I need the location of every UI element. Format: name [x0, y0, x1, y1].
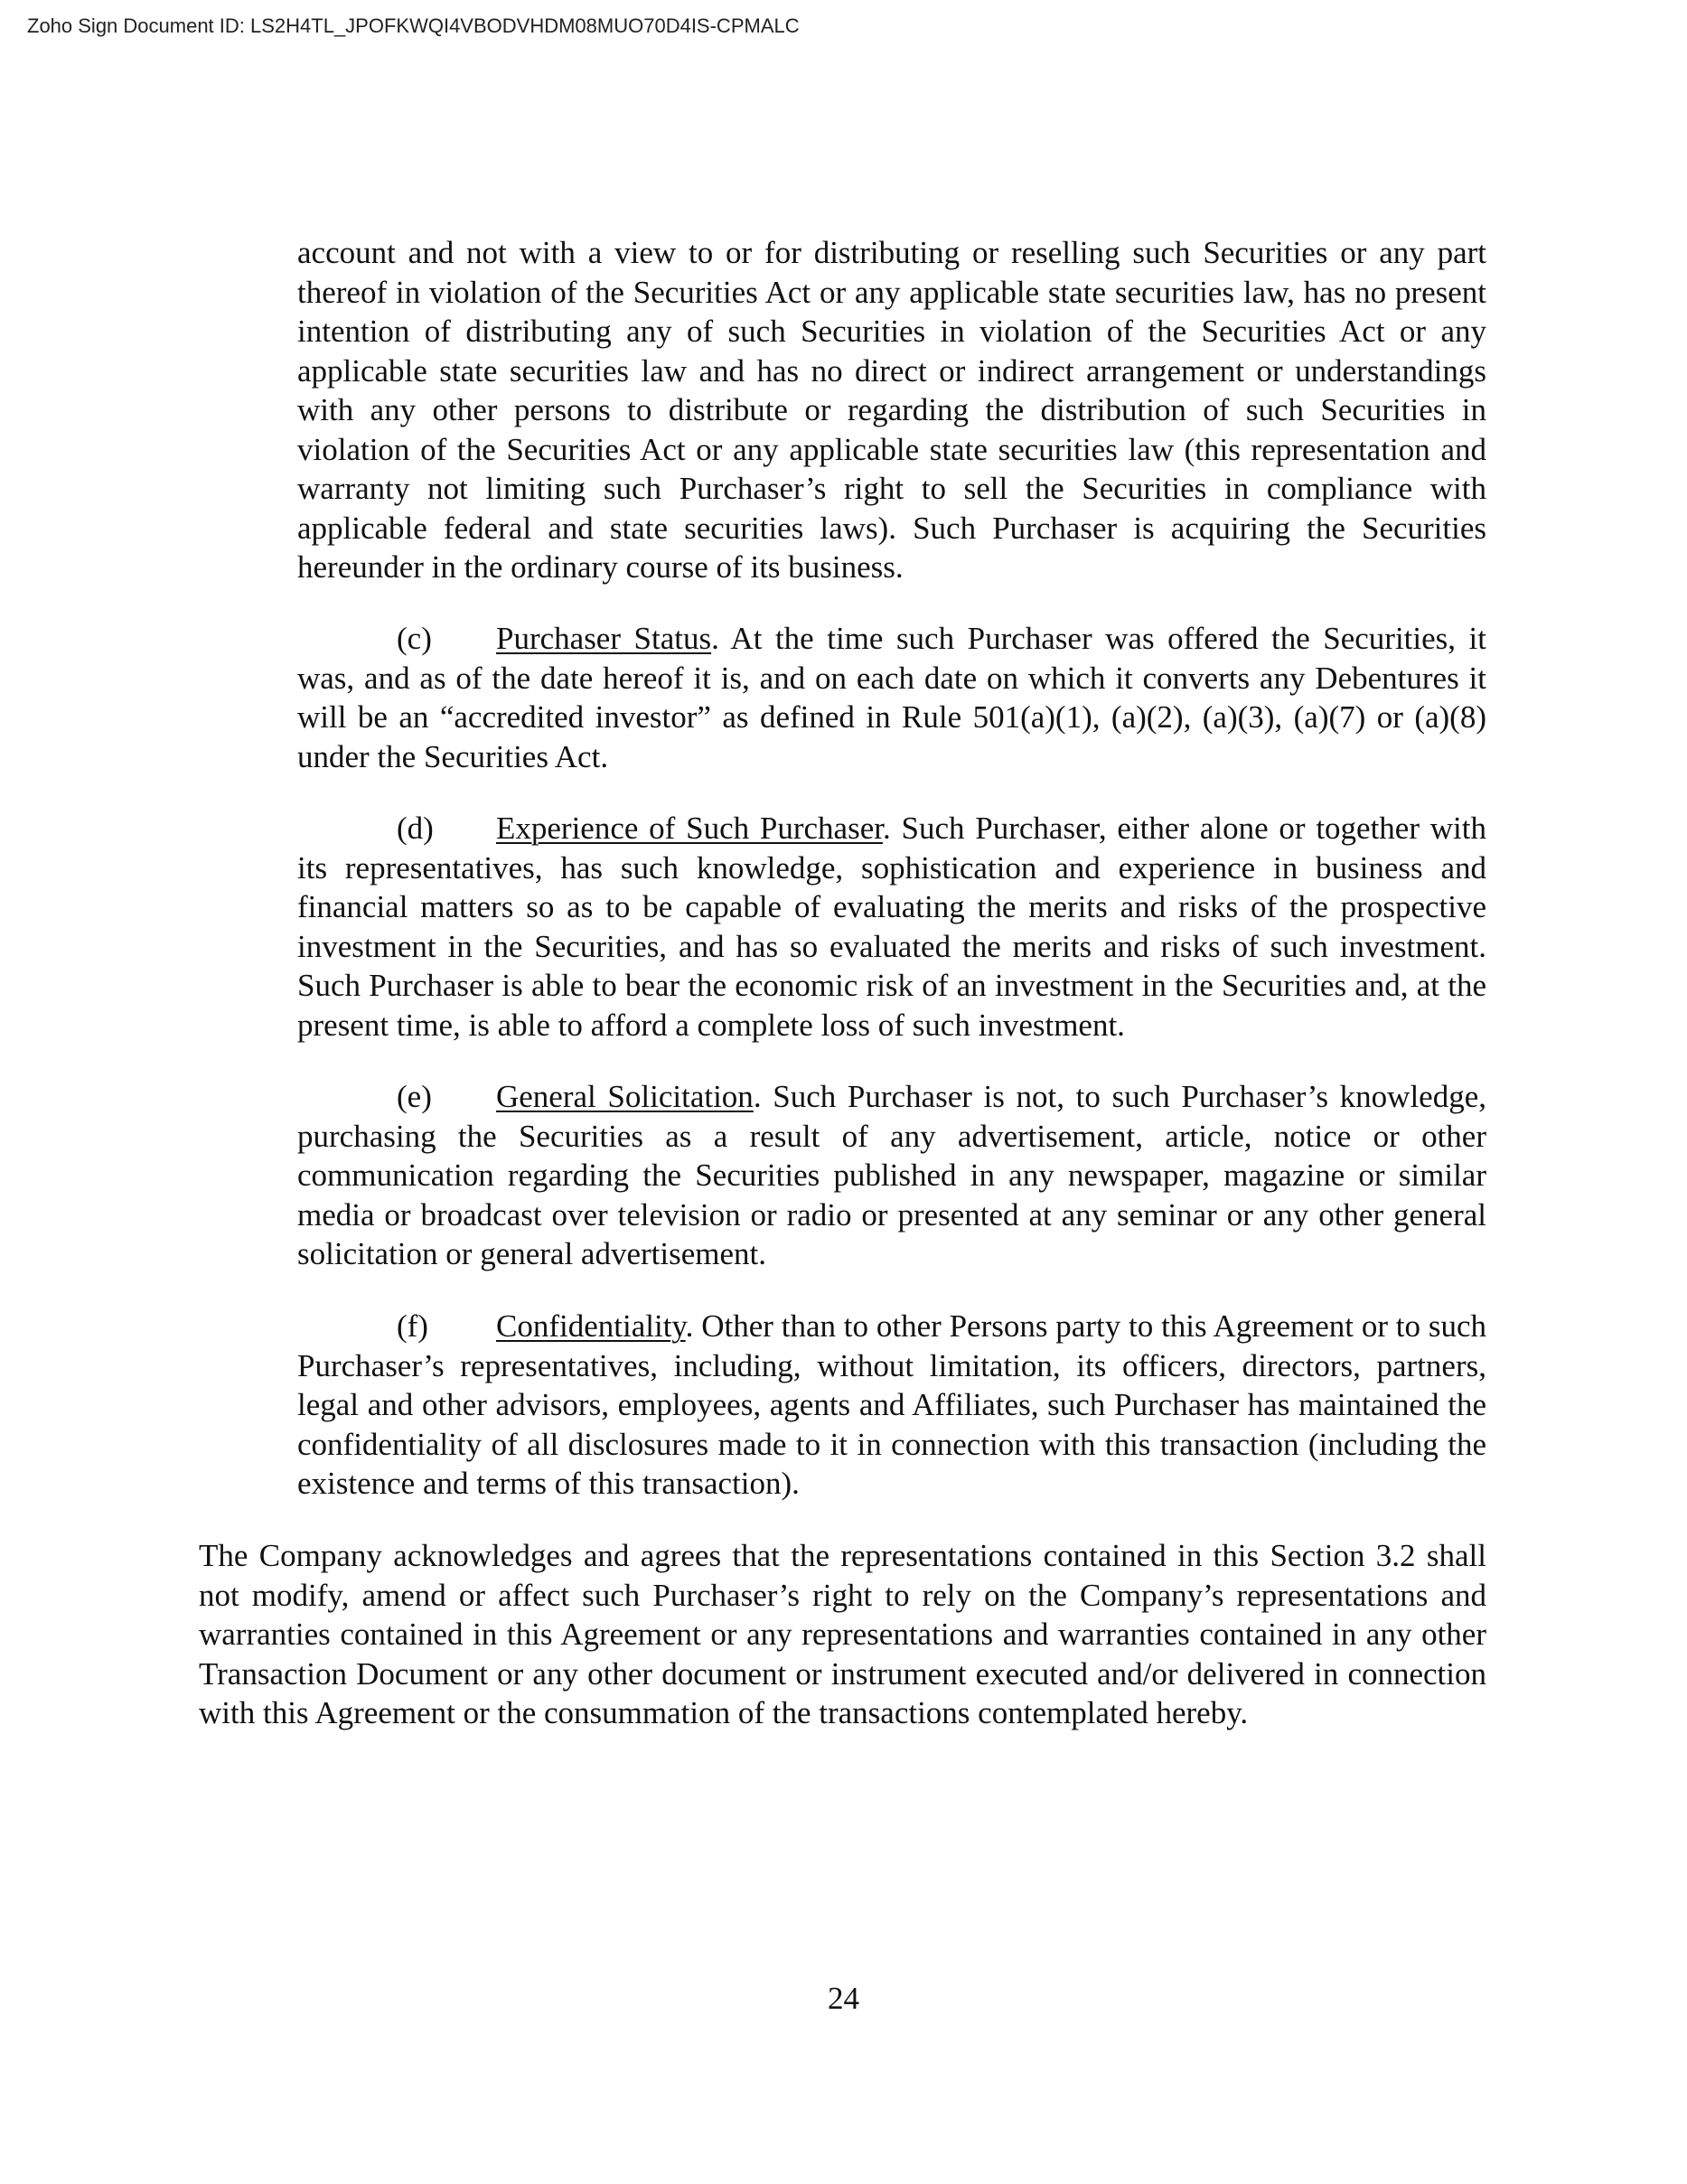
section-f-letter: (f)	[397, 1308, 428, 1344]
page-number: 24	[828, 1981, 859, 2016]
section-e-text: . Such Purchaser is not, to such Purchaser’s knowledge, purchasing the Securities as a result of any advertisement, article, notice or other communication regarding the Securities published in any newspaper, magazine or similar media or broadcast over television or radio or presented at any seminar or any other general solicitation or general advertisement.	[297, 1079, 1487, 1271]
section-c-paragraph	[297, 619, 1486, 776]
section-f-paragraph	[297, 1307, 1486, 1504]
section-f-heading: Confidentiality	[496, 1308, 686, 1344]
section-d-heading: Experience of Such Purchaser	[496, 811, 883, 846]
continuation-paragraph: account and not with a view to or for distributing or reselling such Securities or any part thereof in violation of the Securities Act or any applicable state securities law, has no present intention of distributing any of such Securities in violation of the Securities Act or any applicable state securities law and has no direct or indirect arrangement or understandings with any other persons to distribute or regarding the distribution of such Securities in violation of the Securities Act or any applicable state securities law (this representation and warranty not limiting such Purchaser’s right to sell the Securities in compliance with applicable federal and state securities laws). Such Purchaser is acquiring the Securities hereunder in the ordinary course of its business.	[297, 235, 1486, 585]
section-c-letter: (c)	[397, 621, 432, 656]
section-e-heading: General Solicitation	[496, 1079, 754, 1114]
section-e-letter: (e)	[397, 1079, 432, 1114]
closing-paragraph: The Company acknowledges and agrees that the representations contained in this Section 3.2 shall not modify, amend or affect such Purchaser’s right to rely on the Company’s representations and warranties contained in this Agreement or any representations and warranties contained in any other Transaction Document or any other document or instrument executed and/or delivered in connection with this Agreement or the consummation of the transactions contemplated hereby.	[199, 1538, 1486, 1730]
section-d-paragraph	[297, 809, 1486, 1045]
document-id-header: Zoho Sign Document ID: LS2H4TL_JPOFKWQI4VBODVHDM08MUO70D4IS-CPMALC	[27, 14, 800, 37]
section-d-letter: (d)	[397, 811, 434, 846]
section-c-heading: Purchaser Status	[496, 621, 712, 656]
section-d-text: . Such Purchaser, either alone or together with its representatives, has such knowledge, sophistication and experience in business and financial matters so as to be capable of evaluating the merits and risks of the prospective investment in the Securities, and has so evaluated the merits and risks of such investment. Such Purchaser is able to bear the economic risk of an investment in the Securities and, at the present time, is able to afford a complete loss of such investment.	[297, 811, 1486, 1043]
section-c-text: . At the time such Purchaser was offered the Securities, it was, and as of the date hereof it is, and on each date on which it converts any Debentures it will be an “accredited investor” as defined in Rule 501(a)(1), (a)(2), (a)(3), (a)(7) or (a)(8) under the Securities Act.	[297, 621, 1486, 774]
section-f-text: . Other than to other Persons party to this Agreement or to such Purchaser’s representatives, including, without limitation, its officers, directors, partners, legal and other advisors, employees, agents and Affiliates, such Purchaser has maintained the confidentiality of all disclosures made to it in connection with this transaction (including the existence and terms of this transaction).	[297, 1308, 1486, 1501]
section-e-paragraph	[297, 1077, 1486, 1274]
